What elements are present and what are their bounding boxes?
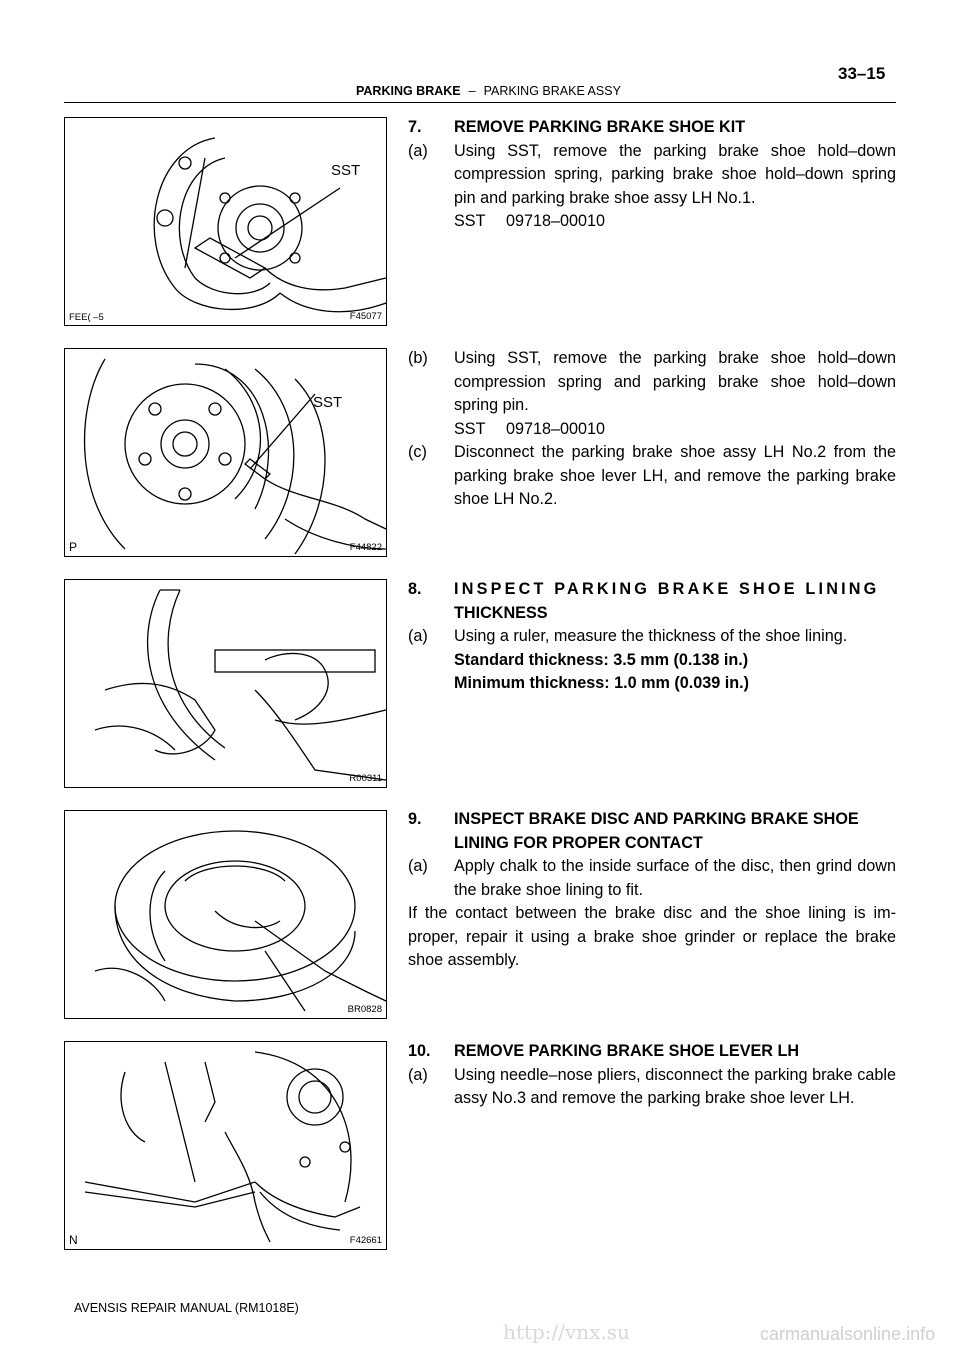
- standard-thickness: Standard thickness: 3.5 mm (0.138 in.): [454, 650, 749, 669]
- header-rule: [64, 102, 896, 103]
- step-number: 9.: [408, 810, 422, 828]
- disc-contact-check-illustration: [65, 811, 386, 1018]
- substep-text: Using SST, remove the parking brake shoe hold–down compression spring, parking brake shoe hold–down spring pin and parking brake shoe assy LH No.1.: [454, 141, 896, 207]
- step-number: 8.: [408, 580, 422, 598]
- step-7-heading: [408, 116, 896, 140]
- substep-text: Using needle–nose pliers, disconnect the parking brake cable assy No.3 and remove the parking brake shoe lever LH.: [454, 1065, 896, 1107]
- watermark-link[interactable]: http://vnx.su: [503, 1320, 630, 1344]
- sst-spec-number: 09718–00010: [506, 212, 606, 230]
- step-10a: [408, 1064, 896, 1111]
- step-8-section: [408, 578, 896, 696]
- figure-corner-mark: N: [69, 1233, 78, 1247]
- step-9-section: [408, 808, 896, 973]
- step-title-continued: LINING FOR PROPER CONTACT: [454, 833, 703, 852]
- sst-spec: [408, 418, 896, 442]
- minimum-thickness: Minimum thickness: 1.0 mm (0.039 in.): [454, 674, 750, 692]
- step-7bc-section: [408, 347, 896, 512]
- figure-code: F44822: [349, 542, 382, 553]
- figure-f45077: [64, 117, 387, 326]
- step-number: 10.: [408, 1042, 431, 1060]
- sst-spec: [408, 210, 896, 234]
- figure-corner-mark: FEE( –5: [69, 312, 104, 323]
- sst-spec-number: 09718–00010: [506, 419, 606, 438]
- sst-label: SST: [313, 394, 343, 411]
- step-7a: [408, 140, 896, 211]
- figure-code: R00311: [349, 773, 382, 784]
- figure-f42661: [64, 1041, 387, 1250]
- substep-label: (a): [408, 857, 428, 875]
- substep-label: (a): [408, 627, 428, 645]
- page-number: 33–15: [838, 64, 886, 83]
- sst-label: SST: [331, 162, 361, 179]
- running-header: [356, 84, 621, 98]
- watermark-site: carmanualsonline.info: [760, 1324, 936, 1344]
- footer-manual-id: AVENSIS REPAIR MANUAL (RM1018E): [74, 1301, 299, 1315]
- step-number: 7.: [408, 118, 422, 136]
- figure-code: BR0828: [347, 1004, 382, 1015]
- figure-br0828: [64, 810, 387, 1019]
- sst-spec-label: SST: [454, 419, 486, 438]
- figure-code: F42661: [349, 1235, 382, 1246]
- step-title: REMOVE PARKING BRAKE SHOE KIT: [454, 118, 746, 136]
- header-section: PARKING BRAKE: [356, 84, 461, 98]
- step-7-section: [408, 116, 896, 234]
- figure-r00311: [64, 579, 387, 788]
- lever-pliers-illustration: [65, 1042, 386, 1249]
- step-title-continued: THICKNESS: [454, 603, 548, 622]
- header-separator: –: [468, 84, 476, 98]
- substep-label: (c): [408, 443, 427, 461]
- brake-backing-plate-sst-illustration: [65, 349, 386, 556]
- sst-spec-label: SST: [454, 212, 486, 230]
- substep-label: (a): [408, 1065, 428, 1084]
- substep-label: (a): [408, 141, 428, 160]
- step-10-heading: [408, 1040, 896, 1064]
- substep-text: Disconnect the parking brake shoe assy LH No.2 from the parking brake shoe lever LH, and remove the parking brake shoe LH No.2.: [454, 443, 896, 508]
- substep-text: Using SST, remove the parking brake shoe hold–down compression spring and parking brake shoe hold–down spring pin.: [454, 349, 896, 414]
- figure-code: F45077: [349, 311, 382, 322]
- figure-corner-mark: P: [69, 540, 78, 554]
- substep-text: Apply chalk to the inside surface of the disc, then grind down the brake shoe lining to fit.: [454, 857, 896, 899]
- step-9a: [408, 855, 896, 902]
- step-10-section: [408, 1040, 896, 1111]
- step-title: INSPECT PARKING BRAKE SHOE LINING: [454, 580, 880, 598]
- figure-f44822: [64, 348, 387, 557]
- header-subsection: PARKING BRAKE ASSY: [483, 84, 621, 98]
- repair-note: If the contact between the brake disc and the shoe lining is im- proper, repair it using a brake shoe grinder or replace the brake shoe assembly.: [408, 904, 896, 969]
- brake-hub-sst-illustration: [65, 118, 386, 325]
- substep-label: (b): [408, 349, 428, 367]
- step-title: REMOVE PARKING BRAKE SHOE LEVER LH: [454, 1042, 800, 1060]
- step-7c: [408, 441, 896, 512]
- step-7b: [408, 347, 896, 418]
- substep-text: Using a ruler, measure the thickness of the shoe lining.: [454, 627, 848, 645]
- step-8a: [408, 625, 896, 649]
- step-9-heading: [408, 808, 896, 832]
- step-8-heading: [408, 578, 896, 602]
- lining-ruler-illustration: [65, 580, 386, 787]
- step-title: INSPECT BRAKE DISC AND PARKING BRAKE SHOE: [454, 810, 859, 828]
